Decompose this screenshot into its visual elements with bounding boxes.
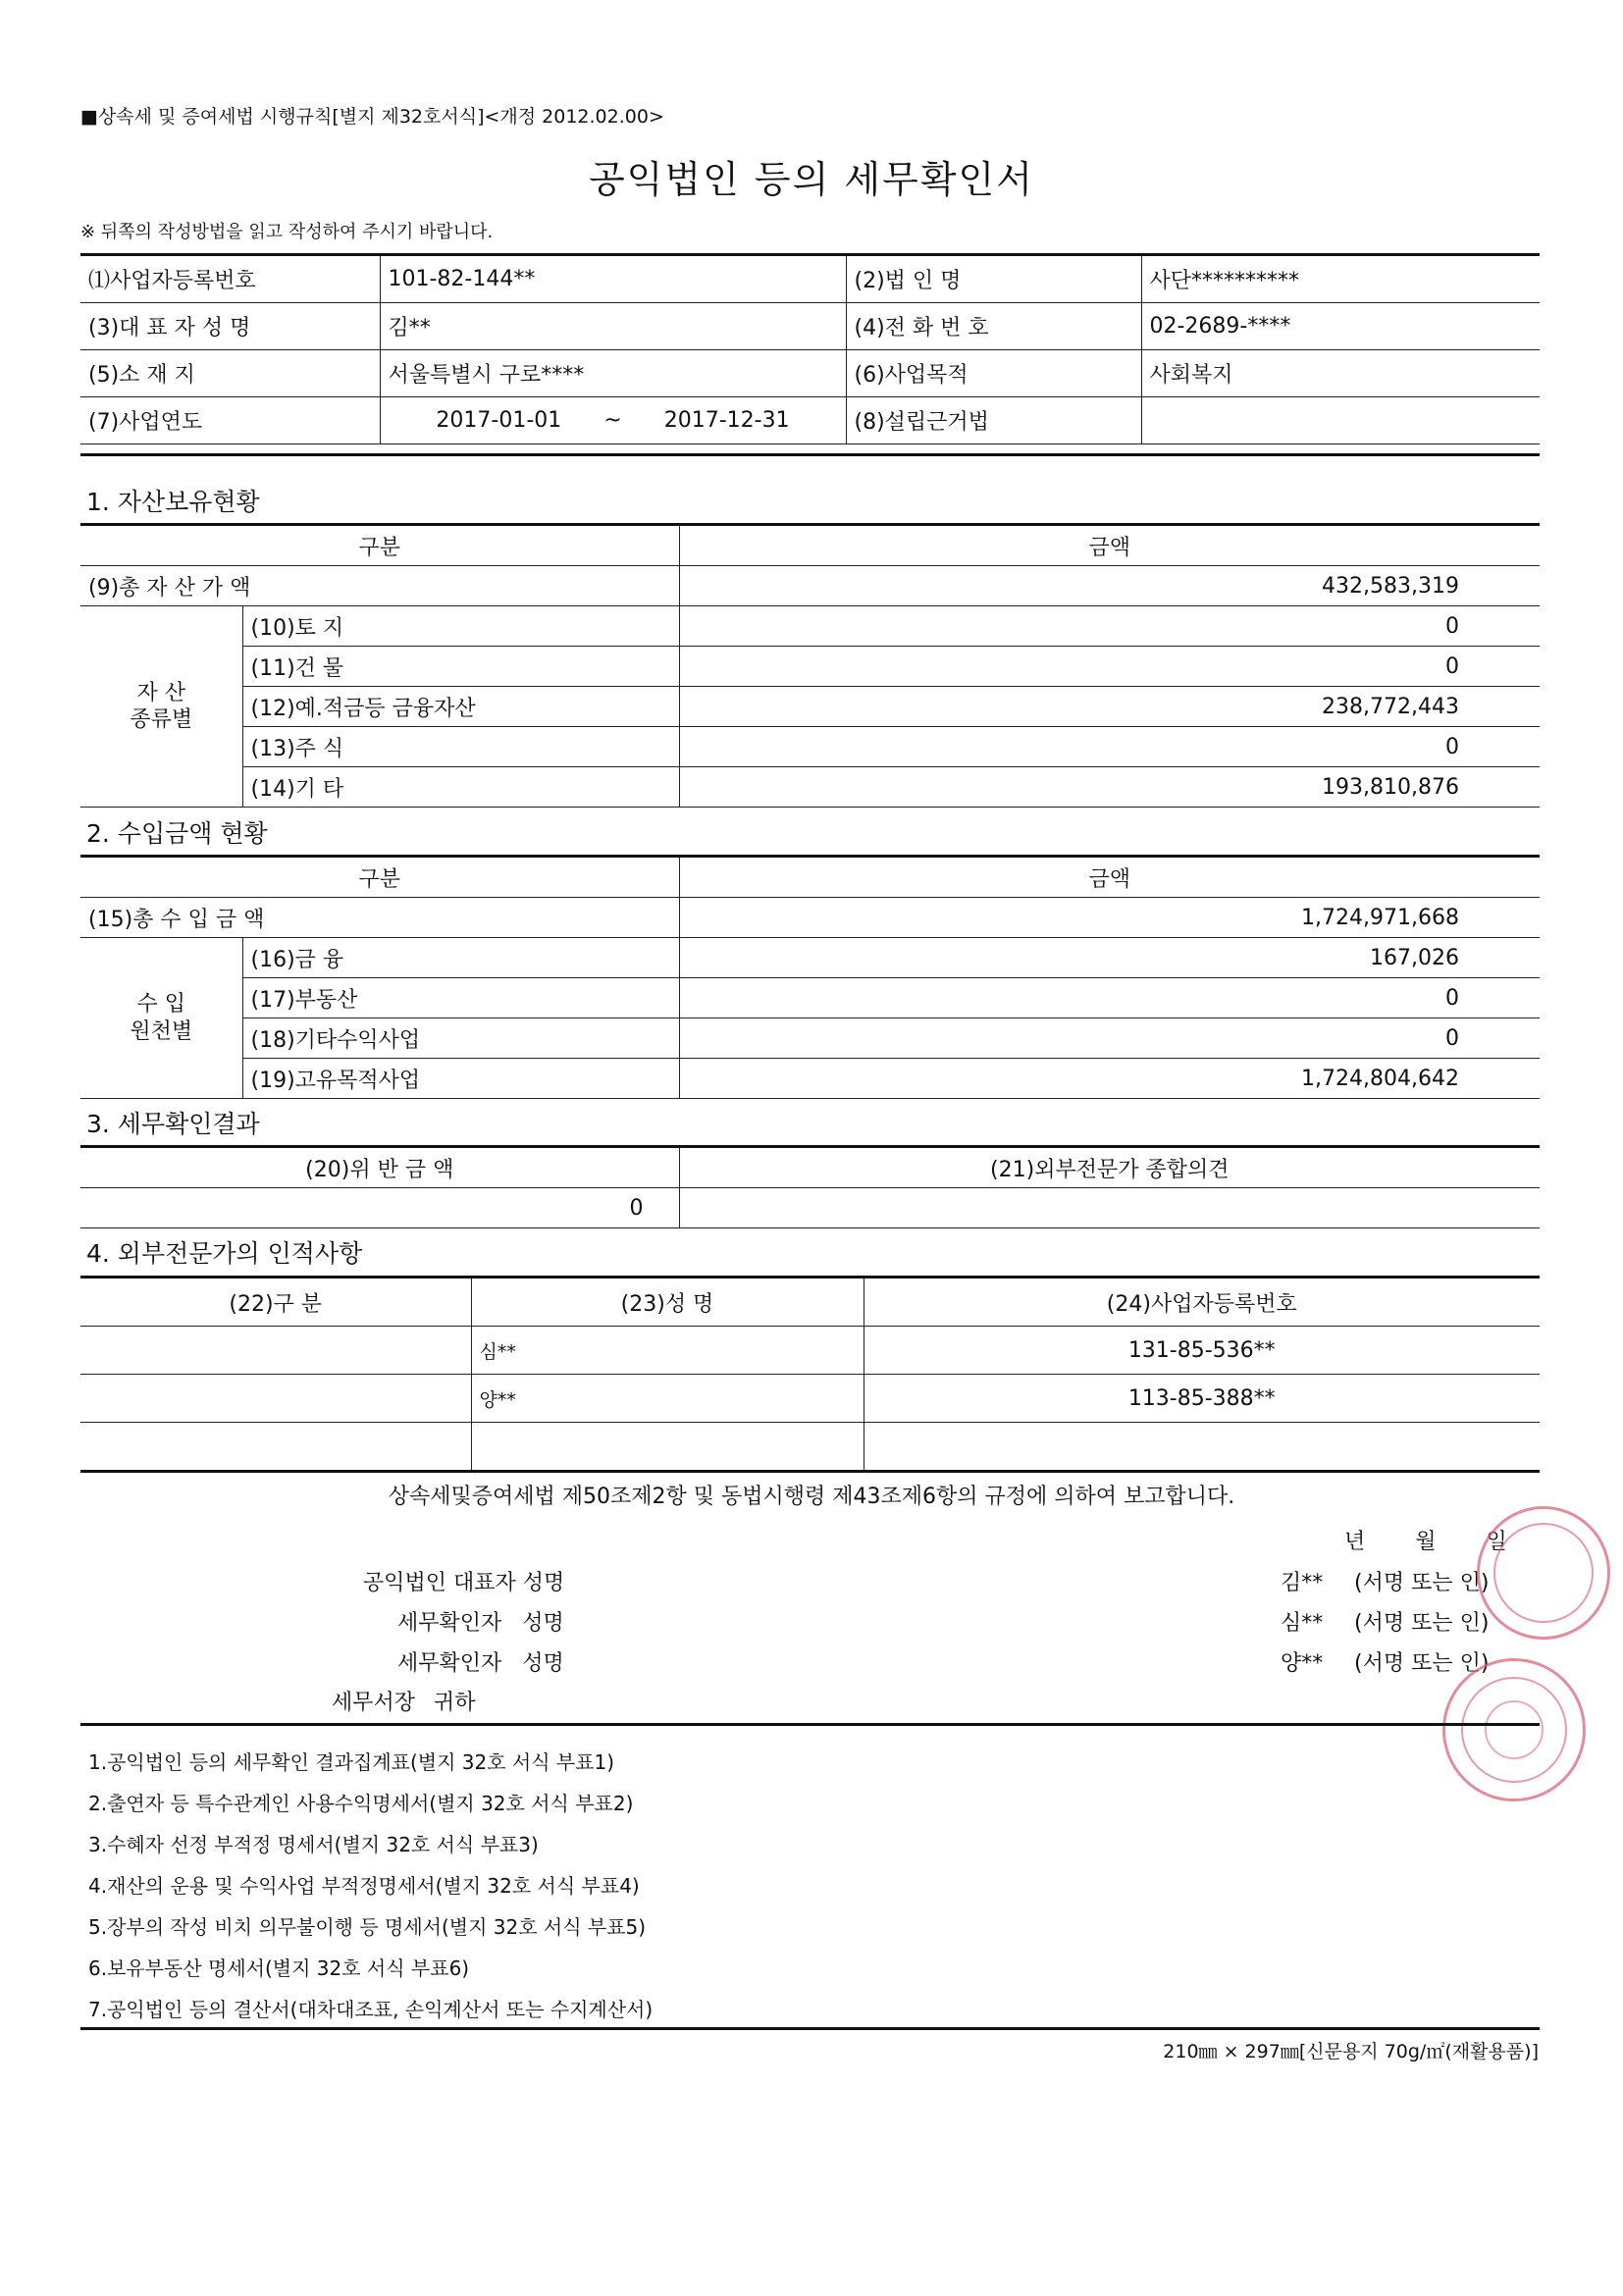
divider: [80, 453, 1540, 456]
signer-name: 김**: [1281, 1571, 1324, 1595]
official-seal-lower: [1442, 1658, 1586, 1801]
total-assets-label: (9)총 자 산 가 액: [80, 566, 679, 606]
violation-amount-label: (20)위 반 금 액: [80, 1147, 679, 1188]
asset-row-value: 0: [679, 606, 1540, 647]
expert-opinion-label: (21)외부전문가 종합의견: [679, 1147, 1540, 1188]
asset-row-value: 193,810,876: [679, 767, 1540, 808]
asset-row-label: (11)건 물: [242, 647, 679, 687]
income-table: [80, 855, 1540, 1099]
signer-seal: (서명 또는 인): [1354, 1651, 1490, 1676]
reg-no-label: ⑴사업자등록번호: [80, 255, 380, 303]
expert-row-reg: 131-85-536**: [864, 1327, 1540, 1375]
rep-name-value: 김**: [380, 303, 846, 350]
asset-row-label: (13)주 식: [242, 727, 679, 767]
expert-col-name: (23)성 명: [471, 1278, 864, 1327]
attachment-item: 6.보유부동산 명세서(별지 32호 서식 부표6): [88, 1957, 470, 1980]
income-group-label-2: 원천별: [130, 1018, 193, 1044]
income-row-label: (16)금 융: [242, 938, 679, 978]
income-col-category: 구분: [80, 857, 679, 898]
expert-col-kind: (22)구 분: [80, 1278, 471, 1327]
asset-col-category: 구분: [80, 525, 679, 566]
asset-group-label-1: 자 산: [136, 680, 185, 705]
attachment-item: 5.장부의 작성 비치 의무불이행 등 명세서(별지 32호 서식 부표5): [88, 1915, 647, 1939]
signer-name: 심**: [1281, 1611, 1324, 1636]
law-basis-label: (8)설립근거법: [846, 397, 1141, 444]
form-header-note: ■상속세 및 증여세법 시행규칙[별지 제32호서식]<개정 2012.02.00>: [80, 106, 664, 128]
section-1-heading: 1. 자산보유현황: [86, 488, 260, 516]
income-row-value: 0: [679, 978, 1540, 1018]
report-statement: 상속세및증여세법 제50조제2항 및 동법시행령 제43조제6항의 규정에 의하여 보고합니다.: [388, 1485, 1235, 1509]
tax-result-table: [80, 1145, 1540, 1228]
asset-col-amount: 금액: [679, 525, 1540, 566]
asset-table: [80, 523, 1540, 808]
asset-row-value: 0: [679, 727, 1540, 767]
attachment-item: 4.재산의 운용 및 수익사업 부적정명세서(별지 32호 서식 부표4): [88, 1874, 640, 1898]
expert-row-name: 양**: [471, 1375, 864, 1423]
expert-table: [80, 1276, 1540, 1473]
year-from: 2017-01-01: [436, 408, 562, 433]
income-group-label-1: 수 입: [136, 992, 185, 1017]
asset-row-label: (12)예.적금등 금융자산: [242, 687, 679, 727]
expert-row-name: 심**: [471, 1327, 864, 1375]
income-row-value: 167,026: [679, 938, 1540, 978]
signer-seal: (서명 또는 인): [1354, 1611, 1490, 1636]
section-2-heading: 2. 수입금액 현황: [86, 819, 268, 848]
asset-group-label: [80, 606, 242, 808]
expert-opinion-value: [679, 1188, 1540, 1228]
signer-name: 양**: [1281, 1651, 1324, 1676]
income-row-value: 0: [679, 1018, 1540, 1059]
signer-seal: (서명 또는 인): [1354, 1571, 1490, 1595]
location-value: 서울특별시 구로****: [380, 350, 846, 397]
business-year-value: [380, 397, 846, 444]
total-income-value: 1,724,971,668: [679, 898, 1540, 938]
law-basis-value: [1141, 397, 1540, 444]
rep-name-label: (3)대 표 자 성 명: [80, 303, 380, 350]
expert-row-kind: [80, 1327, 471, 1375]
year-to: 2017-12-31: [663, 408, 790, 433]
guide-note: ※ 뒤쪽의 작성방법을 읽고 작성하여 주시기 바랍니다.: [80, 222, 494, 242]
income-row-label: (17)부동산: [242, 978, 679, 1018]
income-group-label: [80, 938, 242, 1099]
signer-role: 세무확인자 성명: [397, 1611, 564, 1636]
asset-row-value: 0: [679, 647, 1540, 687]
expert-col-reg: (24)사업자등록번호: [864, 1278, 1540, 1327]
date-line: 년 월 일: [1344, 1530, 1507, 1554]
corp-name-value: 사단**********: [1141, 255, 1540, 303]
year-tilde: ~: [603, 408, 622, 433]
attachments-divider: [80, 1723, 1540, 1726]
reg-no-value: 101-82-144**: [380, 255, 846, 303]
signer-role: 세무확인자 성명: [397, 1651, 564, 1676]
expert-row-name: [471, 1423, 864, 1472]
income-row-label: (19)고유목적사업: [242, 1059, 679, 1099]
attachment-item: 2.출연자 등 특수관계인 사용수익명세서(별지 32호 서식 부표2): [88, 1792, 634, 1815]
asset-row-value: 238,772,443: [679, 687, 1540, 727]
expert-row-reg: 113-85-388**: [864, 1375, 1540, 1423]
income-row-value: 1,724,804,642: [679, 1059, 1540, 1099]
asset-group-label-2: 종류별: [130, 707, 193, 732]
total-assets-value: 432,583,319: [679, 566, 1540, 606]
phone-value: 02-2689-****: [1141, 303, 1540, 350]
asset-row-label: (10)토 지: [242, 606, 679, 647]
expert-row-reg: [864, 1423, 1540, 1472]
purpose-label: (6)사업목적: [846, 350, 1141, 397]
attachment-item: 7.공익법인 등의 결산서(대차대조표, 손익계산서 또는 수지계산서): [88, 1998, 654, 2021]
section-4-heading: 4. 외부전문가의 인적사항: [86, 1239, 363, 1268]
section-3-heading: 3. 세무확인결과: [86, 1110, 260, 1138]
business-year-label: (7)사업연도: [80, 397, 380, 444]
expert-row-kind: [80, 1375, 471, 1423]
income-row-label: (18)기타수익사업: [242, 1018, 679, 1059]
location-label: (5)소 재 지: [80, 350, 380, 397]
official-seal-upper: [1477, 1506, 1610, 1640]
phone-label: (4)전 화 번 호: [846, 303, 1141, 350]
footer-divider: [80, 2027, 1540, 2030]
income-col-amount: 금액: [679, 857, 1540, 898]
document-title: 공익법인 등의 세무확인서: [589, 158, 1034, 201]
attachment-item: 1.공익법인 등의 세무확인 결과집계표(별지 32호 서식 부표1): [88, 1750, 615, 1774]
attachment-item: 3.수혜자 선정 부적정 명세서(별지 32호 서식 부표3): [88, 1833, 539, 1856]
addressee: 세무서장 귀하: [332, 1691, 476, 1715]
purpose-value: 사회복지: [1141, 350, 1540, 397]
asset-row-label: (14)기 타: [242, 767, 679, 808]
corp-name-label: (2)법 인 명: [846, 255, 1141, 303]
violation-amount-value: 0: [80, 1188, 679, 1228]
total-income-label: (15)총 수 입 금 액: [80, 898, 679, 938]
signer-role: 공익법인 대표자 성명: [363, 1571, 565, 1595]
basic-info-table: [80, 253, 1540, 444]
expert-row-kind: [80, 1423, 471, 1472]
paper-spec-footer: 210㎜ × 297㎜[신문용지 70g/㎡(재활용품)]: [1163, 2041, 1539, 2062]
